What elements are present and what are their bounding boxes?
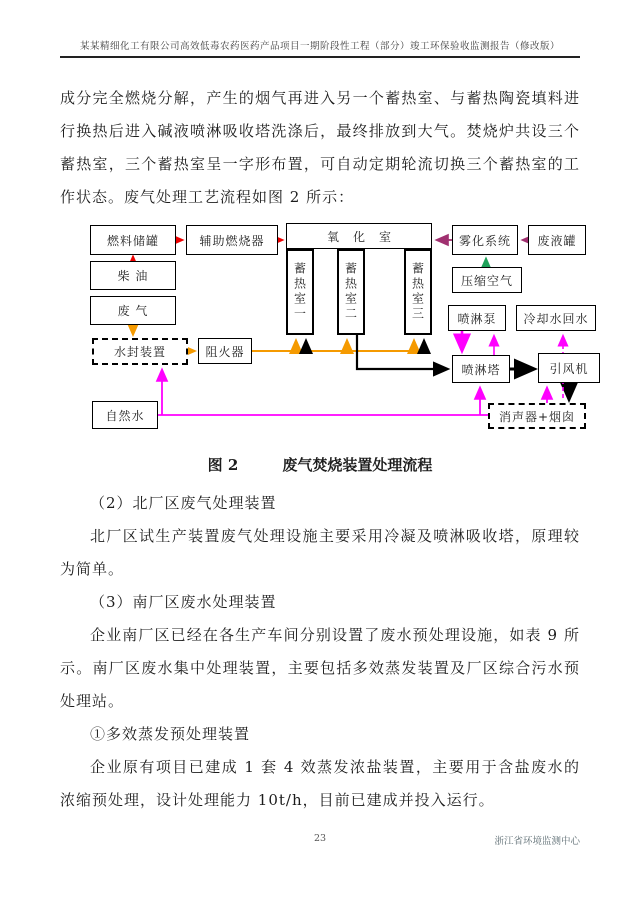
figure-caption-label: 图 2	[207, 456, 239, 474]
flow-box-auxiliary-burner: 辅助燃烧器	[186, 225, 278, 255]
flow-box-spray-tower: 喷淋塔	[452, 355, 510, 383]
paragraph-evaporation-unit: 企业原有项目已建成 1 套 4 效蒸发浓盐装置，主要用于含盐废水的浓缩预处理，设计处理能力 10t/h，目前已建成并投入运行。	[60, 758, 580, 809]
heading-south-area-water: （3）南厂区废水处理装置	[90, 593, 277, 611]
flow-box-silencer-stack: 消声器+烟囱	[488, 403, 586, 429]
flow-box-waste-liquid-tank: 废液罐	[528, 225, 586, 255]
figure-caption	[60, 454, 580, 475]
figure-caption-title: 废气焚烧装置处理流程	[282, 456, 433, 474]
flow-box-regenerator-3: 蓄热室三	[404, 249, 432, 335]
flow-box-cooling-water-return: 冷却水回水	[516, 305, 596, 331]
flow-box-induced-draft-fan: 引风机	[538, 353, 600, 383]
page-number: 23	[313, 833, 327, 844]
flow-box-diesel: 柴 油	[90, 261, 176, 290]
flow-box-natural-water: 自然水	[92, 401, 158, 429]
flow-box-waste-gas: 废 气	[90, 296, 176, 325]
flow-box-compressed-air: 压缩空气	[452, 267, 522, 293]
figure-flowchart	[60, 218, 589, 446]
paragraph-continuation: 成分完全燃烧分解，产生的烟气再进入另一个蓄热室、与蓄热陶瓷填料进行换热后进入碱液喷淋吸收塔洗涤后，最终排放到大气。焚烧炉共设三个蓄热室，三个蓄热室呈一字形布置，可自动定期轮流切换三个蓄热室的工作状态。废气处理工艺流程如图 2 所示：	[60, 89, 580, 206]
flow-box-water-seal: 水封装置	[92, 338, 188, 365]
flow-box-regenerator-2: 蓄热室二	[337, 249, 365, 335]
flow-box-atomizer-system: 雾化系统	[452, 225, 518, 255]
flow-box-regenerator-1: 蓄热室一	[286, 249, 314, 335]
page-header-title: 某某精细化工有限公司高效低毒农药医药产品项目一期阶段性工程（部分）竣工环保验收监测报告（修改版）	[60, 38, 580, 58]
paragraph-south-area-water: 企业南厂区已经在各生产车间分别设置了废水预处理设施，如表 9 所示。南厂区废水集中处理装置，主要包括多效蒸发装置及厂区综合污水预处理站。	[60, 626, 580, 710]
flow-box-fuel-tank: 燃料储罐	[90, 225, 176, 255]
flow-box-oxidation-chamber: 氧化室	[286, 223, 432, 249]
page-content	[60, 82, 589, 817]
footer-organization: 浙江省环境监测中心	[494, 836, 580, 847]
heading-evaporation-unit: ①多效蒸发预处理装置	[90, 725, 251, 743]
flow-box-spray-pump: 喷淋泵	[448, 305, 506, 331]
paragraph-north-area-gas: 北厂区试生产装置废气处理设施主要采用冷凝及喷淋吸收塔，原理较为简单。	[60, 527, 580, 578]
flow-box-flame-arrester: 阻火器	[198, 338, 252, 364]
heading-north-area-gas: （2）北厂区废气处理装置	[90, 494, 277, 512]
